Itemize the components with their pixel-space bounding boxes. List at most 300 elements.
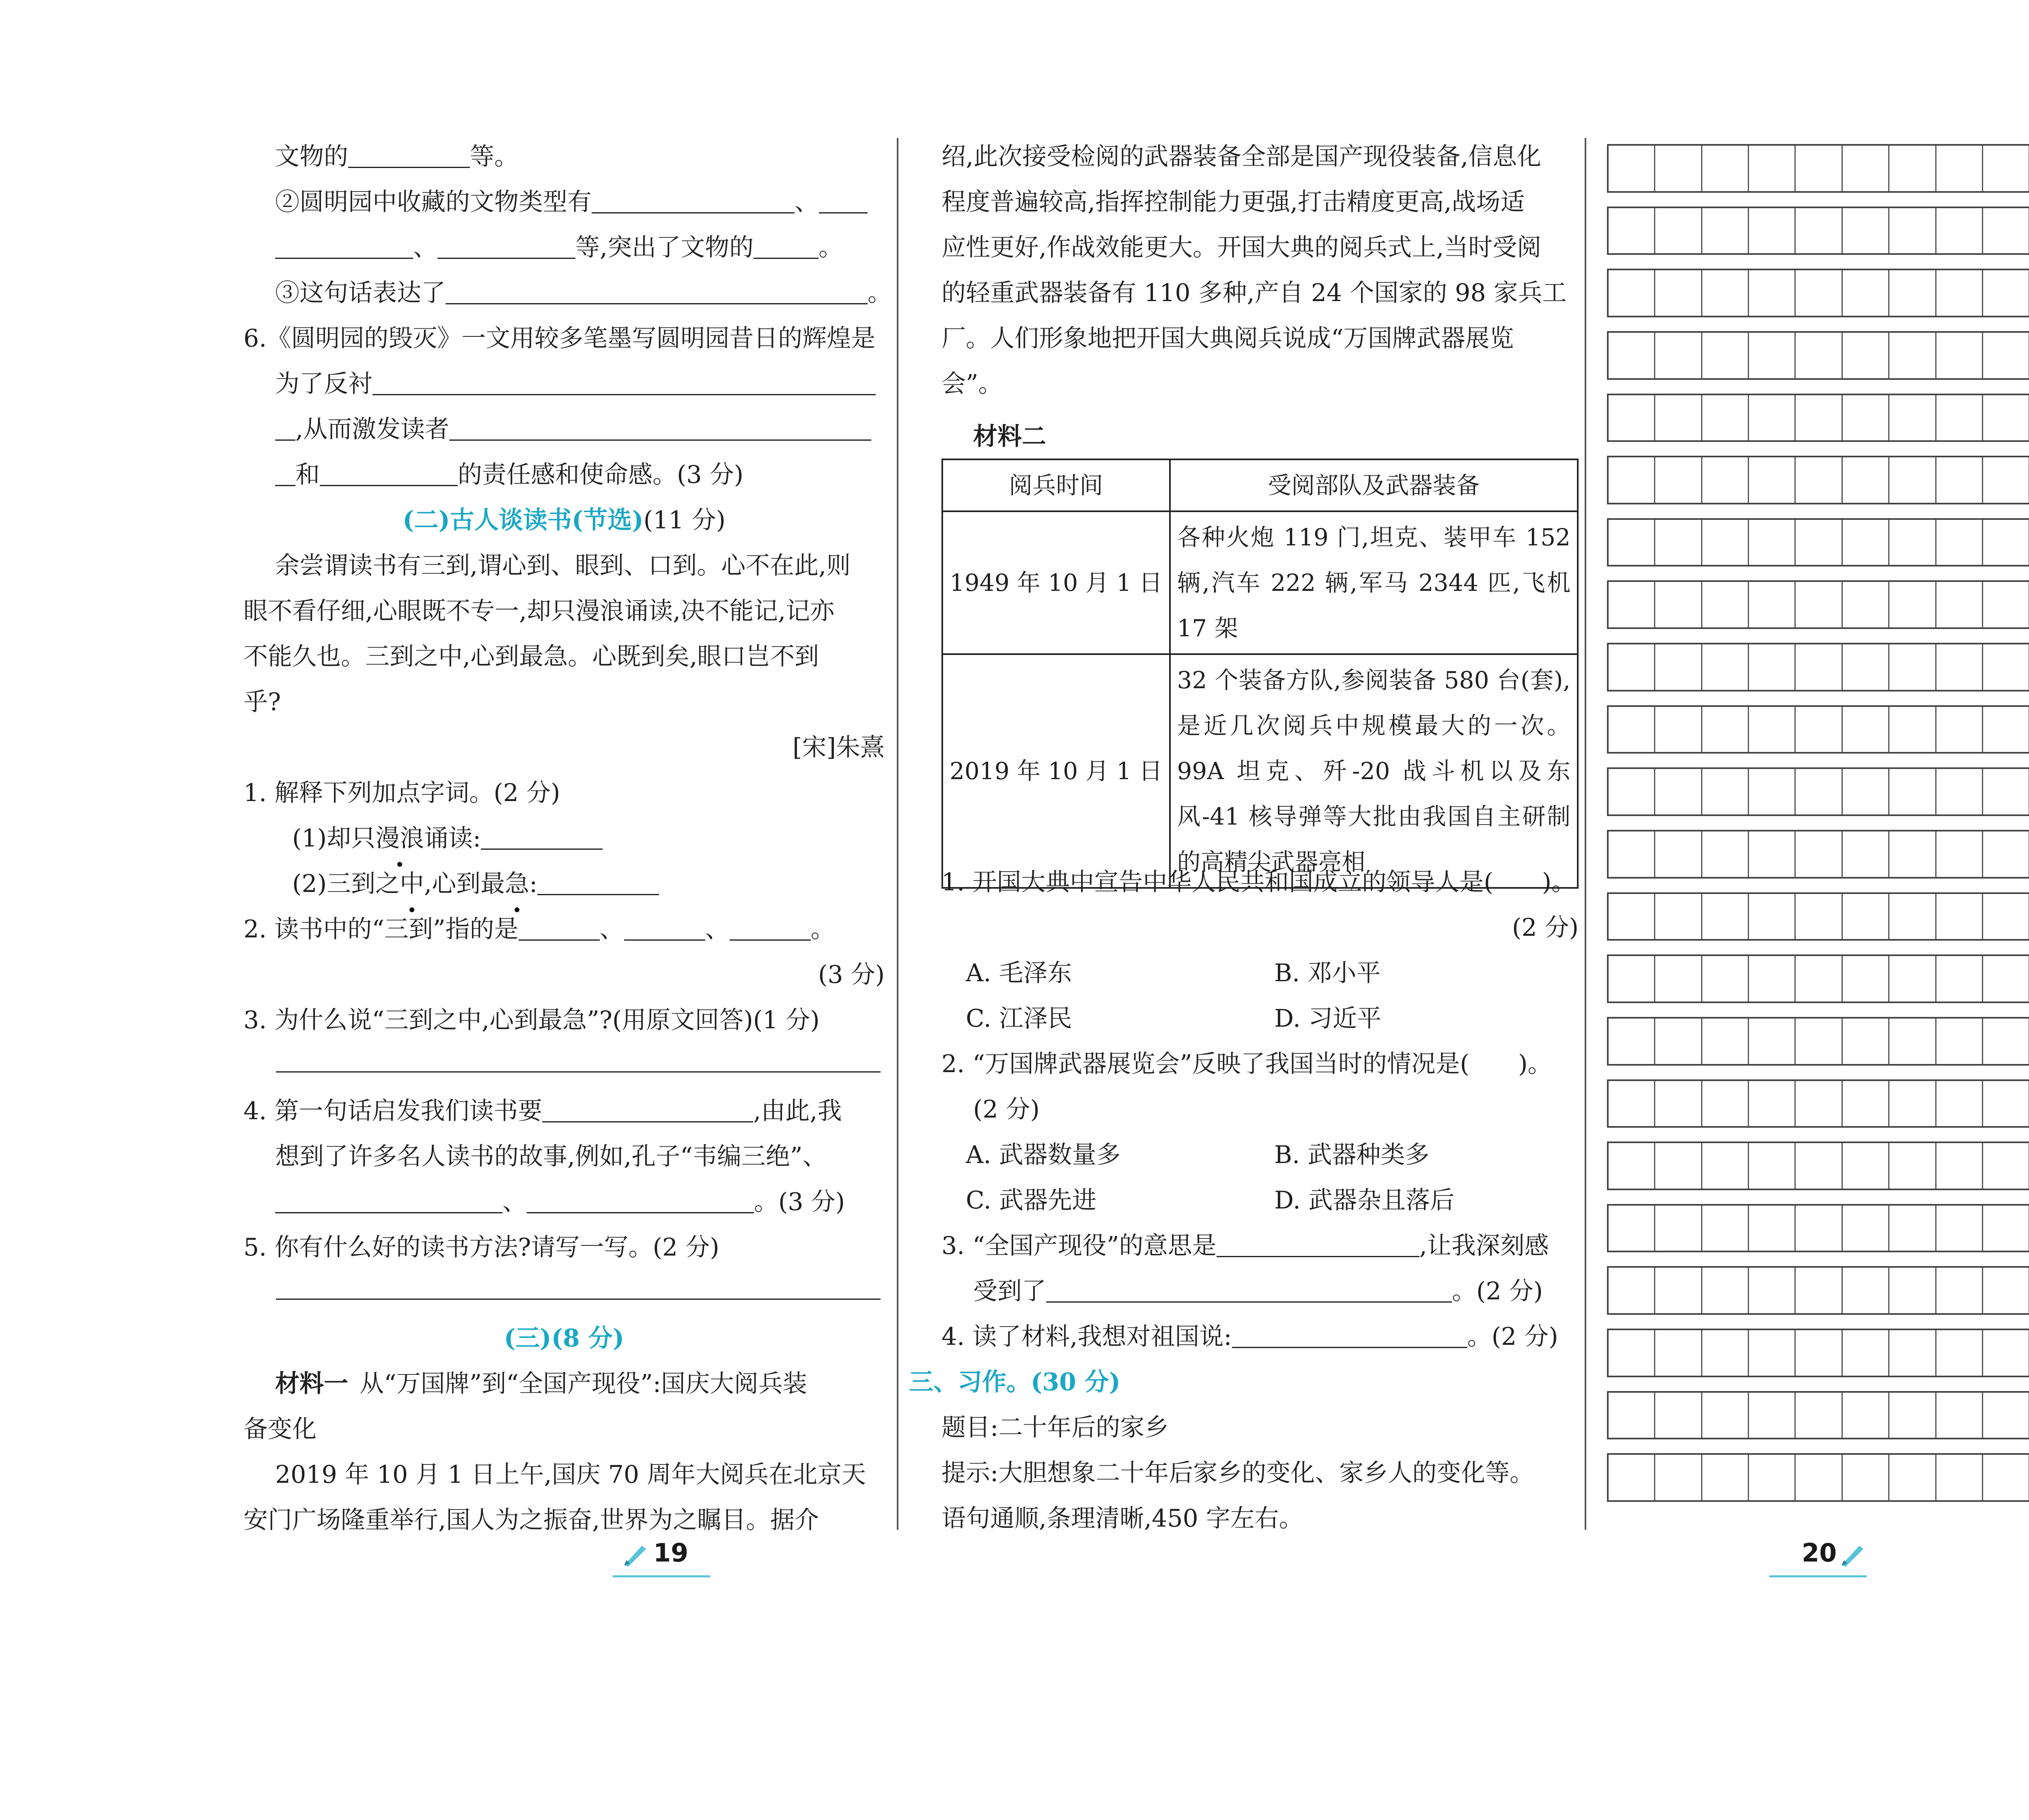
grid-cell[interactable]	[1609, 1268, 1655, 1313]
grid-cell[interactable]	[1655, 520, 1702, 565]
grid-cell[interactable]	[1749, 146, 1796, 191]
grid-cell[interactable]	[1889, 1019, 1936, 1064]
grid-cell[interactable]	[1796, 395, 1842, 441]
answer-blank[interactable]	[730, 915, 811, 941]
grid-cell[interactable]	[1749, 1019, 1796, 1064]
grid-cell[interactable]	[1936, 1268, 1983, 1313]
grid-cell[interactable]	[1843, 956, 1889, 1002]
grid-cell[interactable]	[1655, 1019, 1702, 1064]
grid-cell[interactable]	[1655, 146, 1702, 191]
answer-blank[interactable]	[373, 370, 876, 395]
grid-cell[interactable]	[1749, 1081, 1796, 1126]
grid-cell[interactable]	[1749, 831, 1796, 877]
grid-cell[interactable]	[1843, 1081, 1889, 1126]
grid-cell[interactable]	[1843, 582, 1889, 627]
grid-cell[interactable]	[1983, 208, 2029, 254]
grid-cell[interactable]	[1796, 1019, 1842, 1064]
grid-row	[1607, 643, 2029, 691]
grid-cell[interactable]	[1749, 270, 1796, 316]
grid-cell[interactable]	[1983, 644, 2029, 690]
q5-sub2	[243, 179, 885, 225]
option[interactable]: D. 武器杂且落后	[1274, 1186, 1455, 1215]
answer-blank[interactable]	[320, 461, 458, 486]
grid-cell[interactable]	[1936, 333, 1983, 378]
grid-cell[interactable]	[1609, 520, 1655, 565]
answer-blank[interactable]	[449, 415, 871, 441]
grid-cell[interactable]	[1796, 644, 1842, 690]
grid-cell[interactable]	[1936, 520, 1983, 565]
grid-cell[interactable]	[1889, 707, 1936, 752]
grid-cell[interactable]	[1702, 1393, 1749, 1438]
grid-cell[interactable]	[1843, 1393, 1889, 1438]
grid-cell[interactable]	[1609, 707, 1655, 752]
grid-cell[interactable]	[1843, 1206, 1889, 1251]
question-3: 3. 为什么说“三到之中,心到最急”?(用原文回答)(1 分)	[243, 1006, 820, 1034]
grid-cell[interactable]	[1655, 208, 1702, 254]
grid-cell[interactable]	[1609, 208, 1655, 254]
grid-cell[interactable]	[1655, 270, 1702, 316]
grid-cell[interactable]	[1843, 208, 1889, 254]
grid-cell[interactable]	[1843, 1268, 1889, 1313]
grid-cell[interactable]	[1983, 769, 2029, 814]
grid-cell[interactable]	[1843, 644, 1889, 690]
text: 、	[795, 188, 819, 216]
grid-cell[interactable]	[1796, 270, 1842, 316]
grid-cell[interactable]	[1655, 1330, 1702, 1376]
grid-row	[1607, 1391, 2029, 1440]
passage-line: 余尝谓读书有三到,谓心到、眼到、口到。心不在此,则	[275, 551, 851, 580]
grid-cell[interactable]	[1889, 395, 1936, 441]
answer-blank[interactable]	[527, 1188, 754, 1213]
grid-cell[interactable]	[1796, 894, 1842, 939]
answer-blank[interactable]	[275, 233, 413, 259]
material-1-para: 应性更好,作战效能更大。开国大典的阅兵式上,当时受阅	[941, 233, 1542, 262]
grid-cell[interactable]	[1889, 208, 1936, 254]
grid-cell[interactable]	[1655, 831, 1702, 877]
text: 为了反衬	[275, 370, 373, 398]
grid-cell[interactable]	[1749, 956, 1796, 1002]
grid-cell[interactable]	[1702, 1081, 1749, 1126]
grid-cell[interactable]	[1983, 831, 2029, 877]
option[interactable]: B. 邓小平	[1274, 959, 1381, 987]
grid-cell[interactable]	[1983, 1393, 2029, 1438]
grid-cell[interactable]	[1655, 769, 1702, 814]
pencil-icon	[621, 1544, 649, 1568]
grid-cell[interactable]	[1702, 769, 1749, 814]
column-divider	[1585, 138, 1586, 1530]
grid-cell[interactable]	[1655, 582, 1702, 627]
grid-cell[interactable]	[1983, 894, 2029, 939]
text: 4. 读了材料,我想对祖国说:	[941, 1322, 1232, 1351]
passage-line: 眼不看仔细,心眼既不专一,却只漫浪诵读,决不能记,记亦	[243, 597, 835, 625]
grid-cell[interactable]	[1749, 1206, 1796, 1251]
grid-cell[interactable]	[1796, 1081, 1842, 1126]
grid-cell[interactable]	[1983, 1143, 2029, 1189]
grid-cell[interactable]	[1936, 1143, 1983, 1189]
grid-cell[interactable]	[1983, 146, 2029, 191]
material-1-para: 程度普遍较高,指挥控制能力更强,打击精度更高,战场适	[941, 188, 1525, 216]
grid-cell[interactable]	[1843, 1455, 1889, 1500]
grid-cell[interactable]	[1749, 707, 1796, 752]
grid-cell[interactable]	[1936, 582, 1983, 627]
text: (1)却只	[292, 824, 375, 853]
writing-hint: 提示:大胆想象二十年后家乡的变化、家乡人的变化等。	[941, 1459, 1534, 1487]
table-cell: 32 个装备方队,参阅装备 580 台(套),是近几次阅兵中规模最大的一次。99A 坦克、歼-20 战斗机以及东风-41 核导弹等大批由我国自主研制的高精尖武器亮相	[1170, 654, 1578, 888]
grid-cell[interactable]	[1702, 956, 1749, 1002]
question-1: 1. 解释下列加点字词。(2 分)	[243, 779, 560, 807]
grid-cell[interactable]	[1796, 520, 1842, 565]
grid-cell[interactable]	[1609, 1019, 1655, 1064]
option[interactable]: A. 毛泽东	[966, 959, 1072, 987]
grid-cell[interactable]	[1609, 894, 1655, 939]
grid-cell[interactable]	[1749, 894, 1796, 939]
answer-blank[interactable]	[1046, 1277, 1452, 1303]
grid-cell[interactable]	[1983, 270, 2029, 316]
grid-cell[interactable]	[1983, 582, 2029, 627]
grid-cell[interactable]	[1609, 270, 1655, 316]
grid-cell[interactable]	[1702, 270, 1749, 316]
grid-cell[interactable]	[1843, 894, 1889, 939]
grid-cell[interactable]	[1749, 395, 1796, 441]
grid-cell[interactable]	[1889, 1081, 1936, 1126]
option[interactable]: C. 江泽民	[966, 1004, 1072, 1033]
question-4	[941, 1314, 1579, 1359]
grid-cell[interactable]	[1702, 395, 1749, 441]
grid-cell[interactable]	[1749, 520, 1796, 565]
answer-blank[interactable]	[1217, 1232, 1419, 1257]
q5-sub2-cont	[243, 225, 885, 270]
grid-cell[interactable]	[1655, 644, 1702, 690]
grid-cell[interactable]	[1983, 1206, 2029, 1251]
grid-cell[interactable]	[1983, 1455, 2029, 1500]
grid-cell[interactable]	[1609, 582, 1655, 627]
score: (2 分)	[1512, 913, 1579, 942]
grid-cell[interactable]	[1655, 1455, 1702, 1500]
grid-cell[interactable]	[1889, 1393, 1936, 1438]
grid-cell[interactable]	[1609, 146, 1655, 191]
grid-cell[interactable]	[1936, 769, 1983, 814]
grid-cell[interactable]	[1609, 1393, 1655, 1438]
option[interactable]: B. 武器种类多	[1274, 1141, 1430, 1169]
grid-cell[interactable]	[1936, 146, 1983, 191]
grid-cell[interactable]	[1702, 208, 1749, 254]
passage-line: 乎?	[243, 688, 281, 716]
page-number-underline	[613, 1575, 710, 1577]
grid-cell[interactable]	[1889, 582, 1936, 627]
grid-cell[interactable]	[1609, 395, 1655, 441]
grid-cell[interactable]	[1749, 769, 1796, 814]
grid-cell[interactable]	[1843, 270, 1889, 316]
passage-author: [宋]朱熹	[793, 733, 885, 762]
grid-cell[interactable]	[1843, 707, 1889, 752]
section-2-heading	[243, 498, 885, 543]
grid-cell[interactable]	[1702, 333, 1749, 378]
grid-cell[interactable]	[1609, 956, 1655, 1002]
grid-cell[interactable]	[1843, 1143, 1889, 1189]
grid-cell[interactable]	[1609, 1081, 1655, 1126]
grid-cell[interactable]	[1655, 333, 1702, 378]
grid-cell[interactable]	[1983, 333, 2029, 378]
answer-blank[interactable]	[592, 188, 795, 213]
grid-row	[1607, 830, 2029, 879]
grid-cell[interactable]	[1983, 457, 2029, 503]
answer-blank[interactable]	[624, 915, 705, 941]
grid-cell[interactable]	[1983, 956, 2029, 1002]
text: :	[529, 870, 538, 898]
grid-cell[interactable]	[1702, 1019, 1749, 1064]
grid-cell[interactable]	[1702, 831, 1749, 877]
answer-blank[interactable]	[275, 415, 295, 441]
grid-cell[interactable]	[1843, 520, 1889, 565]
grid-cell[interactable]	[1889, 520, 1936, 565]
grid-cell[interactable]	[1702, 707, 1749, 752]
text: 等。	[470, 142, 519, 171]
grid-cell[interactable]	[1655, 1393, 1702, 1438]
grid-cell[interactable]	[1889, 1330, 1936, 1376]
material-2-table	[941, 459, 1579, 889]
grid-row	[1607, 144, 2029, 193]
grid-cell[interactable]	[1702, 644, 1749, 690]
material-1-para: 厂。人们形象地把开国大典阅兵说成“万国牌武器展览	[941, 324, 1514, 353]
grid-cell[interactable]	[1983, 1019, 2029, 1064]
text: (2)三到之	[292, 870, 400, 898]
text: 受到了	[973, 1277, 1046, 1305]
grid-row	[1607, 580, 2029, 629]
writing-section-heading: 三、习作。(30 分)	[909, 1368, 1121, 1396]
grid-cell[interactable]	[1936, 1206, 1983, 1251]
grid-cell[interactable]	[1655, 1081, 1702, 1126]
question-6: 6.《圆明园的毁灭》一文用较多笔墨写圆明园昔日的辉煌是	[243, 324, 876, 353]
grid-cell[interactable]	[1702, 1143, 1749, 1189]
grid-cell[interactable]	[1936, 208, 1983, 254]
grid-cell[interactable]	[1983, 707, 2029, 752]
grid-cell[interactable]	[1889, 457, 1936, 503]
grid-cell[interactable]	[1889, 146, 1936, 191]
q1-sub2	[243, 861, 885, 907]
grid-cell[interactable]	[1983, 395, 2029, 441]
answer-blank[interactable]	[275, 461, 295, 486]
answer-line[interactable]	[276, 1071, 881, 1073]
grid-cell[interactable]	[1936, 956, 1983, 1002]
grid-cell[interactable]	[1702, 1330, 1749, 1376]
grid-cell[interactable]	[1889, 1268, 1936, 1313]
grid-cell[interactable]	[1889, 1455, 1936, 1500]
grid-cell[interactable]	[1702, 520, 1749, 565]
q5-line-1	[243, 134, 885, 179]
grid-cell[interactable]	[1655, 1143, 1702, 1189]
grid-cell[interactable]	[1843, 333, 1889, 378]
grid-cell[interactable]	[1749, 582, 1796, 627]
grid-cell[interactable]	[1889, 644, 1936, 690]
grid-cell[interactable]	[1609, 457, 1655, 503]
grid-cell[interactable]	[1749, 1330, 1796, 1376]
writing-hint: 语句通顺,条理清晰,450 字左右。	[941, 1504, 1303, 1533]
text: 等,突出了文物的	[575, 233, 754, 262]
grid-cell[interactable]	[1609, 1206, 1655, 1251]
option[interactable]: C. 武器先进	[966, 1186, 1096, 1215]
grid-cell[interactable]	[1796, 956, 1842, 1002]
q6-line-3	[243, 407, 885, 452]
q6-line-4	[243, 452, 885, 498]
grid-cell[interactable]	[1796, 1330, 1842, 1376]
grid-cell[interactable]	[1889, 1143, 1936, 1189]
grid-cell[interactable]	[1609, 831, 1655, 877]
grid-cell[interactable]	[1796, 208, 1842, 254]
grid-cell[interactable]	[1796, 769, 1842, 814]
q4-line-3	[243, 1179, 885, 1225]
grid-cell[interactable]	[1609, 333, 1655, 378]
grid-cell[interactable]	[1609, 644, 1655, 690]
grid-cell[interactable]	[1655, 395, 1702, 441]
grid-cell[interactable]	[1889, 956, 1936, 1002]
grid-cell[interactable]	[1983, 1268, 2029, 1313]
grid-cell[interactable]	[1796, 1393, 1842, 1438]
grid-cell[interactable]	[1796, 333, 1842, 378]
answer-blank[interactable]	[446, 279, 868, 304]
writing-topic: 题目:二十年后的家乡	[941, 1413, 1169, 1442]
grid-cell[interactable]	[1796, 582, 1842, 627]
grid-cell[interactable]	[1843, 146, 1889, 191]
table-row	[942, 511, 1578, 654]
grid-cell[interactable]	[1655, 894, 1702, 939]
grid-cell[interactable]	[1796, 457, 1842, 503]
grid-cell[interactable]	[1889, 333, 1936, 378]
answer-blank[interactable]	[754, 233, 818, 259]
text: 。(3 分)	[754, 1188, 845, 1216]
text: 4. 第一句话启发我们读书要	[243, 1097, 543, 1125]
grid-cell[interactable]	[1702, 457, 1749, 503]
grid-cell[interactable]	[1609, 1143, 1655, 1189]
grid-cell[interactable]	[1749, 208, 1796, 254]
section-score: (11 分)	[643, 506, 726, 534]
grid-cell[interactable]	[1609, 1330, 1655, 1376]
grid-cell[interactable]	[1936, 1393, 1983, 1438]
grid-row	[1607, 456, 2029, 504]
grid-cell[interactable]	[1655, 1206, 1702, 1251]
grid-cell[interactable]	[1655, 457, 1702, 503]
grid-cell[interactable]	[1843, 457, 1889, 503]
grid-cell[interactable]	[1796, 1206, 1842, 1251]
material-2-label: 材料二	[973, 422, 1046, 451]
grid-cell[interactable]	[1749, 1143, 1796, 1189]
grid-row	[1607, 518, 2029, 567]
grid-cell[interactable]	[1889, 1206, 1936, 1251]
grid-cell[interactable]	[1843, 1330, 1889, 1376]
text: 3. “全国产现役”的意思是	[941, 1232, 1217, 1260]
answer-blank[interactable]	[275, 1188, 502, 1213]
grid-cell[interactable]	[1702, 1268, 1749, 1313]
text: 。	[868, 279, 892, 307]
grid-cell[interactable]	[1749, 333, 1796, 378]
answer-blank[interactable]	[519, 915, 600, 941]
grid-cell[interactable]	[1983, 520, 2029, 565]
grid-cell[interactable]	[1983, 1330, 2029, 1376]
grid-cell[interactable]	[1796, 1268, 1842, 1313]
grid-cell[interactable]	[1843, 1019, 1889, 1064]
grid-cell[interactable]	[1702, 894, 1749, 939]
grid-cell[interactable]	[1749, 457, 1796, 503]
grid-cell[interactable]	[1702, 582, 1749, 627]
grid-cell[interactable]	[1749, 1455, 1796, 1500]
grid-cell[interactable]	[1702, 1206, 1749, 1251]
answer-blank[interactable]	[542, 1097, 753, 1122]
grid-cell[interactable]	[1749, 1268, 1796, 1313]
answer-blank[interactable]	[437, 233, 575, 259]
grid-cell[interactable]	[1889, 894, 1936, 939]
grid-row	[1607, 892, 2029, 941]
table-header: 受阅部队及武器装备	[1170, 459, 1578, 511]
grid-row	[1607, 394, 2029, 442]
grid-cell[interactable]	[1796, 707, 1842, 752]
writing-grid[interactable]	[1607, 144, 2029, 1516]
grid-cell[interactable]	[1889, 769, 1936, 814]
grid-cell[interactable]	[1889, 831, 1936, 877]
grid-cell[interactable]	[1702, 1455, 1749, 1500]
answer-blank[interactable]	[348, 142, 470, 168]
answer-blank[interactable]	[481, 824, 603, 850]
grid-cell[interactable]	[1702, 146, 1749, 191]
grid-cell[interactable]	[1889, 270, 1936, 316]
mc-question-1	[941, 859, 1579, 905]
answer-blank[interactable]	[819, 188, 868, 213]
answer-line[interactable]	[276, 1299, 881, 1300]
table-row	[942, 654, 1578, 888]
grid-cell[interactable]	[1843, 395, 1889, 441]
grid-cell[interactable]	[1749, 1393, 1796, 1438]
grid-cell[interactable]	[1843, 831, 1889, 877]
grid-cell[interactable]	[1936, 707, 1983, 752]
grid-cell[interactable]	[1796, 831, 1842, 877]
option[interactable]: A. 武器数量多	[966, 1141, 1121, 1169]
grid-cell[interactable]	[1936, 457, 1983, 503]
grid-row	[1607, 954, 2029, 1003]
answer-blank[interactable]	[537, 870, 659, 895]
grid-cell[interactable]	[1655, 707, 1702, 752]
grid-cell[interactable]	[1936, 395, 1983, 441]
option[interactable]: D. 习近平	[1274, 1004, 1382, 1033]
text: 从“万国牌”到“全国产现役”:国庆大阅兵装	[360, 1370, 807, 1398]
text: ,心到最	[424, 870, 505, 898]
score: (3 分)	[818, 961, 885, 989]
grid-cell[interactable]	[1936, 1019, 1983, 1064]
grid-cell[interactable]	[1655, 956, 1702, 1002]
grid-cell[interactable]	[1796, 146, 1842, 191]
grid-cell[interactable]	[1609, 1455, 1655, 1500]
grid-cell[interactable]	[1936, 270, 1983, 316]
text: )。	[1542, 868, 1576, 896]
grid-cell[interactable]	[1936, 1081, 1983, 1126]
text: 2. “万国牌武器展览会”反映了我国当时的情况是(	[941, 1050, 1470, 1078]
grid-cell[interactable]	[1749, 644, 1796, 690]
grid-cell[interactable]	[1983, 1081, 2029, 1126]
grid-cell[interactable]	[1936, 1455, 1983, 1500]
text: 的责任感和使命感。(3 分)	[458, 461, 744, 489]
grid-cell[interactable]	[1655, 1268, 1702, 1313]
grid-cell[interactable]	[1936, 644, 1983, 690]
grid-cell[interactable]	[1843, 769, 1889, 814]
grid-cell[interactable]	[1936, 894, 1983, 939]
grid-cell[interactable]	[1796, 1143, 1842, 1189]
answer-blank[interactable]	[1232, 1322, 1467, 1348]
grid-cell[interactable]	[1796, 1455, 1842, 1500]
grid-cell[interactable]	[1936, 1330, 1983, 1376]
q4-line-2: 想到了许多名人读书的故事,例如,孔子“韦编三绝”、	[275, 1142, 827, 1171]
grid-cell[interactable]	[1609, 769, 1655, 814]
passage-line: 不能久也。三到之中,心到最急。心既到矣,眼口岂不到	[243, 642, 819, 671]
grid-row	[1607, 331, 2029, 380]
grid-cell[interactable]	[1936, 831, 1983, 877]
question-5: 5. 你有什么好的读书方法?请写一写。(2 分)	[243, 1233, 719, 1262]
